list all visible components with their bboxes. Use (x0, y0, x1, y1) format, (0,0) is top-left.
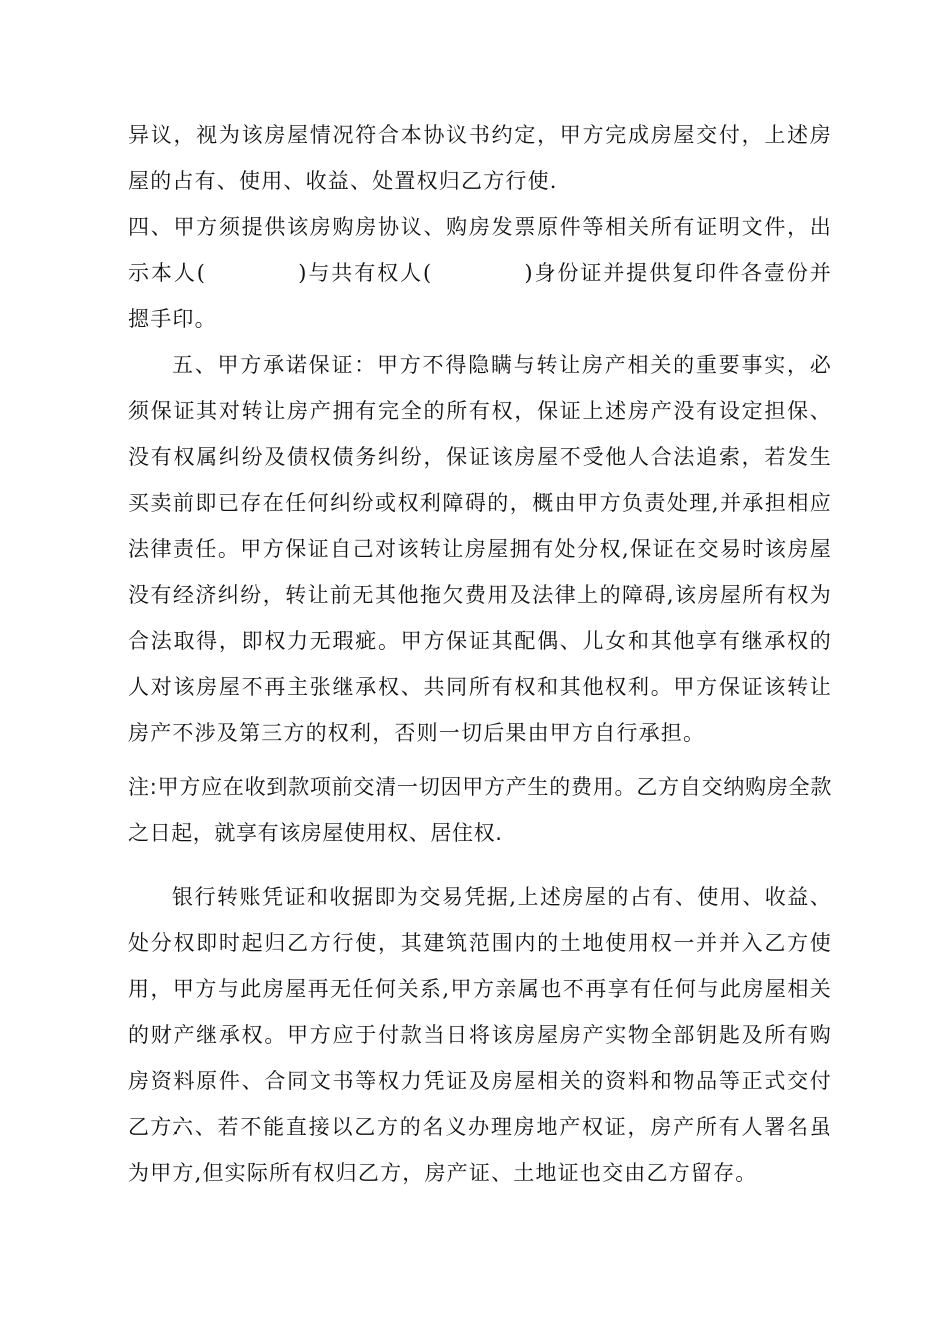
paragraph-four-text-2: )与共有权人( (298, 261, 433, 285)
bank-transfer-paragraph: 银行转账凭证和收据即为交易凭据,上述房屋的占有、使用、收益、处分权即时起归乙方行使，其建筑范围内的土地使用权一并并入乙方使用，甲方与此房屋再无任何关系,甲方亲属也不再享有任何与此房屋相关的财产继承权。甲方应于付款当日将该房屋房产实物全部钥匙及所有购房资料原件、合同文书等权力凭证及房屋相关的资料和物品等正式交付乙方. (128, 885, 832, 1139)
paragraph-four-text-1: 四、甲方须提供该房购房协议、购房发票原件等相关所有证明文件，出示本人( (128, 215, 832, 285)
paragraph-four-text-3: )身份证并提供复印件各壹份并摁手印。 (128, 261, 832, 331)
paragraph-four (128, 204, 832, 342)
paragraph-five: 五、甲方承诺保证：甲方不得隐瞒与转让房产相关的重要事实，必须保证其对转让房产拥有完全的所有权，保证上述房产没有设定担保、没有权属纠纷及债权债务纠纷，保证该房屋不受他人合法追索，若发生买卖前即已存在任何纠纷或权利障碍的，概由甲方负责处理,并承担相应法律责任。甲方保证自己对该转让房屋拥有处分权,保证在交易时该房屋没有经济纠纷，转让前无其他拖欠费用及法律上的障碍,该房屋所有权为合法取得，即权力无瑕疵。甲方保证其配偶、儿女和其他享有继承权的人对该房屋不再主张继承权、共同所有权和其他权利。甲方保证该转让房产不涉及第三方的权利，否则一切后果由甲方自行承担。 (128, 353, 832, 745)
paragraph-intro: 异议，视为该房屋情况符合本协议书约定，甲方完成房屋交付，上述房屋的占有、使用、收益、处置权归乙方行使. (128, 123, 832, 193)
paragraph-six: 六、若不能直接以乙方的名义办理房地产权证，房产所有人署名虽为甲方,但实际所有权归乙方，房产证、土地证也交由乙方留存。 (128, 1115, 832, 1185)
note-paragraph: 注:甲方应在收到款项前交清一切因甲方产生的费用。乙方自交纳购房全款之日起，就享有该房屋使用权、居住权. (128, 775, 832, 845)
